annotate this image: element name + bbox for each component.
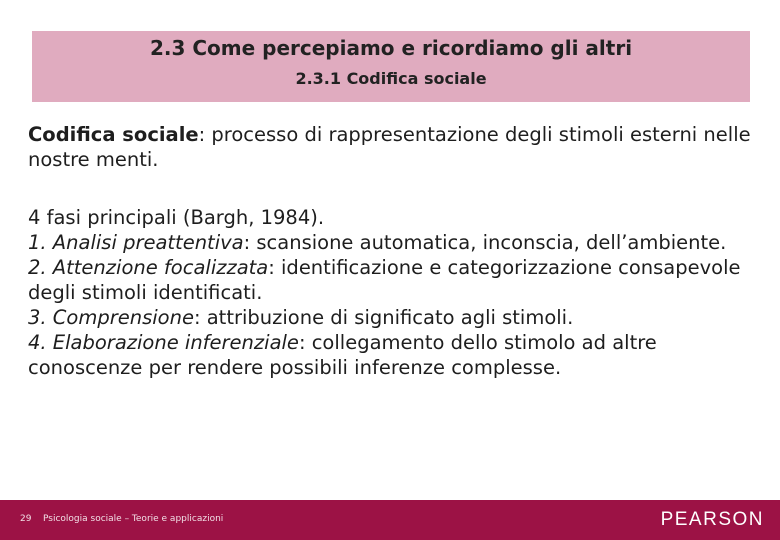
phase-item-2 (28, 255, 758, 305)
phase-desc: : collegamento dello stimolo ad altre conoscenze per rendere possibili inferenze complesse. (28, 331, 657, 379)
definition-paragraph (28, 122, 758, 172)
phase-name: 4. Elaborazione inferenziale (28, 331, 299, 354)
pearson-logo: PEARSON (660, 509, 764, 530)
definition-text: : processo di rappresentazione degli stimoli esterni nelle nostre menti. (28, 123, 751, 171)
phase-item-4 (28, 330, 758, 380)
phase-name: 3. Comprensione (28, 306, 194, 329)
page-number: 29 (20, 514, 32, 524)
slide-title: 2.3 Come percepiamo e ricordiamo gli altri (149, 36, 633, 60)
phase-desc: : attribuzione di significato agli stimoli. (193, 306, 574, 329)
phase-item-3 (28, 305, 758, 330)
slide-subtitle: 2.3.1 Codifica sociale (295, 69, 487, 88)
title-band (32, 31, 750, 102)
phase-desc: : scansione automatica, inconscia, dell’ambiente. (243, 231, 727, 254)
phases-intro: 4 fasi principali (Bargh, 1984). (28, 206, 325, 229)
definition-term: Codifica sociale (28, 123, 199, 146)
phase-item-1 (28, 230, 758, 255)
phase-desc: : identificazione e categorizzazione consapevole degli stimoli identificati. (28, 256, 741, 304)
course-title: Psicologia sociale – Teorie e applicazioni (43, 514, 224, 524)
phase-name: 1. Analisi preattentiva (28, 231, 244, 254)
slide-body (28, 122, 758, 380)
footer-bar (0, 500, 780, 540)
phase-name: 2. Attenzione focalizzata (28, 256, 269, 279)
